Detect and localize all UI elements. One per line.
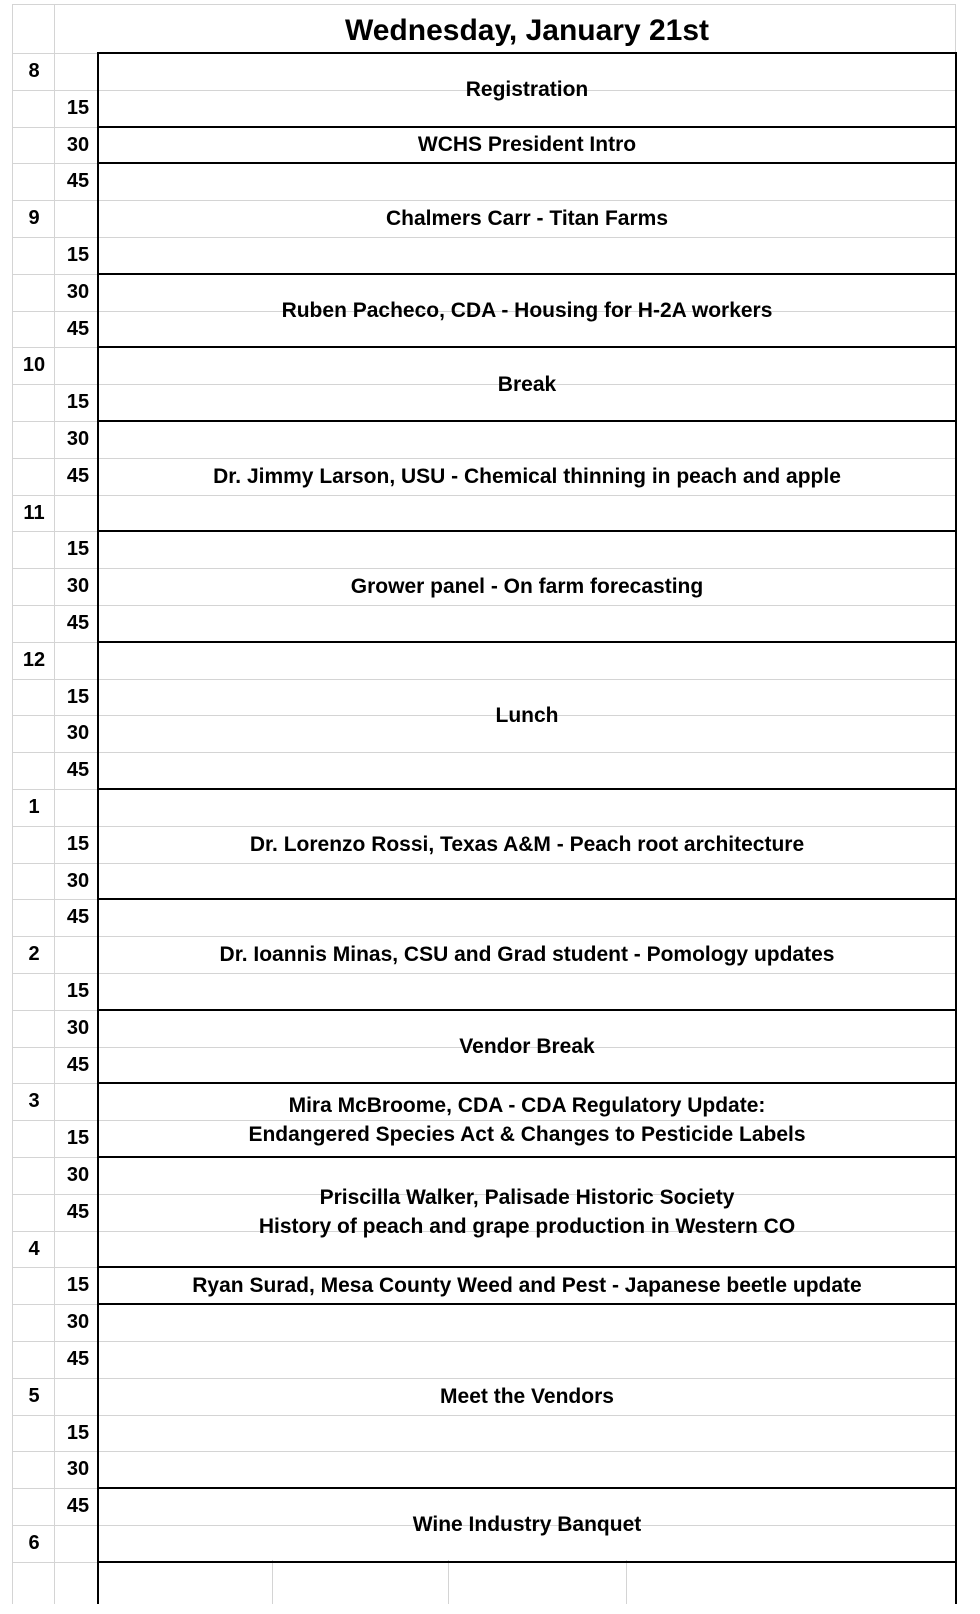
session-block [98,1156,956,1268]
minute-label: 45 [66,1053,90,1076]
session-title: Wine Industry Banquet [412,1513,642,1537]
page-title: Wednesday, January 21st [344,14,710,47]
minute-label: 30 [66,428,90,450]
session-title: Grower panel - On farm forecasting [350,575,704,599]
hour-label: 5 [28,1384,40,1407]
session-block [98,1009,956,1085]
session-block [98,1082,956,1158]
grid-line-horizontal [12,4,956,5]
hour-label: 9 [28,207,40,230]
minute-label: 30 [66,1458,90,1481]
hour-label: 3 [28,1090,40,1113]
minute-label: 30 [66,722,90,745]
minute-label: 45 [66,1495,90,1518]
schedule-border-left [97,52,99,1604]
minute-label: 30 [66,1311,90,1334]
session-block [98,1303,956,1489]
session-block [98,52,956,128]
session-block [98,126,956,165]
minute-label: 15 [66,980,90,1002]
session-title: Mira McBroome, CDA - CDA Regulatory Update: [288,1094,766,1118]
minute-label: 45 [66,1348,90,1370]
session-title: Ruben Pacheco, CDA - Housing for H-2A workers [281,299,773,323]
session-title: Dr. Jimmy Larson, USU - Chemical thinning in peach and apple [213,464,841,488]
minute-label: 30 [66,1016,90,1039]
minute-label: 45 [66,317,90,340]
minute-label: 15 [66,685,90,708]
minute-label: 15 [66,538,90,561]
session-block [98,898,956,1010]
session-title: Ryan Surad, Mesa County Weed and Pest - Japanese beetle update [192,1274,862,1298]
minute-label: 15 [66,244,90,266]
session-title: Chalmers Carr - Titan Farms [385,207,669,231]
minute-label: 15 [66,391,90,414]
minute-label: 15 [66,832,90,855]
minute-label: 30 [66,1164,90,1186]
session-title: Dr. Ioannis Minas, CSU and Grad student - Pomology updates [219,943,835,967]
minute-label: 45 [66,1200,90,1223]
minute-label: 15 [66,1127,90,1150]
hour-label: 8 [28,60,40,82]
minute-label: 30 [66,869,90,892]
session-block [98,1487,956,1563]
session-block [98,530,956,642]
minute-label: 45 [66,759,90,782]
session-title: Break [497,372,557,396]
grid-line-vertical [12,4,13,1604]
session-block [98,162,956,274]
hour-label: 11 [23,501,45,524]
minute-label: 45 [66,612,90,634]
session-title: Vendor Break [459,1035,595,1059]
grid-line-vertical [448,1560,449,1604]
session-title: Endangered Species Act & Changes to Pesticide Labels [248,1123,806,1147]
session-block [98,420,956,532]
hour-label: 1 [28,796,40,818]
hour-label: 10 [22,354,46,377]
minute-label: 45 [66,464,90,487]
hour-label: 6 [28,1532,40,1554]
hour-label: 12 [22,648,46,671]
session-block [98,1266,956,1305]
grid-line-vertical [272,1560,273,1604]
session-block [98,641,956,790]
minute-label: 30 [66,575,90,598]
hour-label: 2 [28,943,40,966]
session-title: History of peach and grape production in Western CO [258,1215,796,1239]
session-block [98,273,956,349]
minute-label: 30 [66,133,90,156]
session-title: Lunch [495,703,559,727]
minute-label: 15 [66,96,90,119]
schedule-border-right [955,52,957,1604]
session-block [98,788,956,900]
grid-line-vertical [54,4,55,1604]
minute-label: 15 [66,1421,90,1444]
session-title: Meet the Vendors [440,1384,614,1408]
session-block [98,346,956,422]
minute-label: 15 [66,1274,90,1297]
session-title: Registration [465,78,589,102]
hour-label: 4 [28,1237,40,1260]
grid-line-vertical [626,1560,627,1604]
minute-label: 45 [66,170,90,193]
minute-label: 45 [66,906,90,929]
minute-label: 30 [66,280,90,303]
session-title: Priscilla Walker, Palisade Historic Society [319,1186,735,1210]
session-title: WCHS President Intro [417,133,637,157]
session-title: Dr. Lorenzo Rossi, Texas A&M - Peach root architecture [249,832,805,856]
